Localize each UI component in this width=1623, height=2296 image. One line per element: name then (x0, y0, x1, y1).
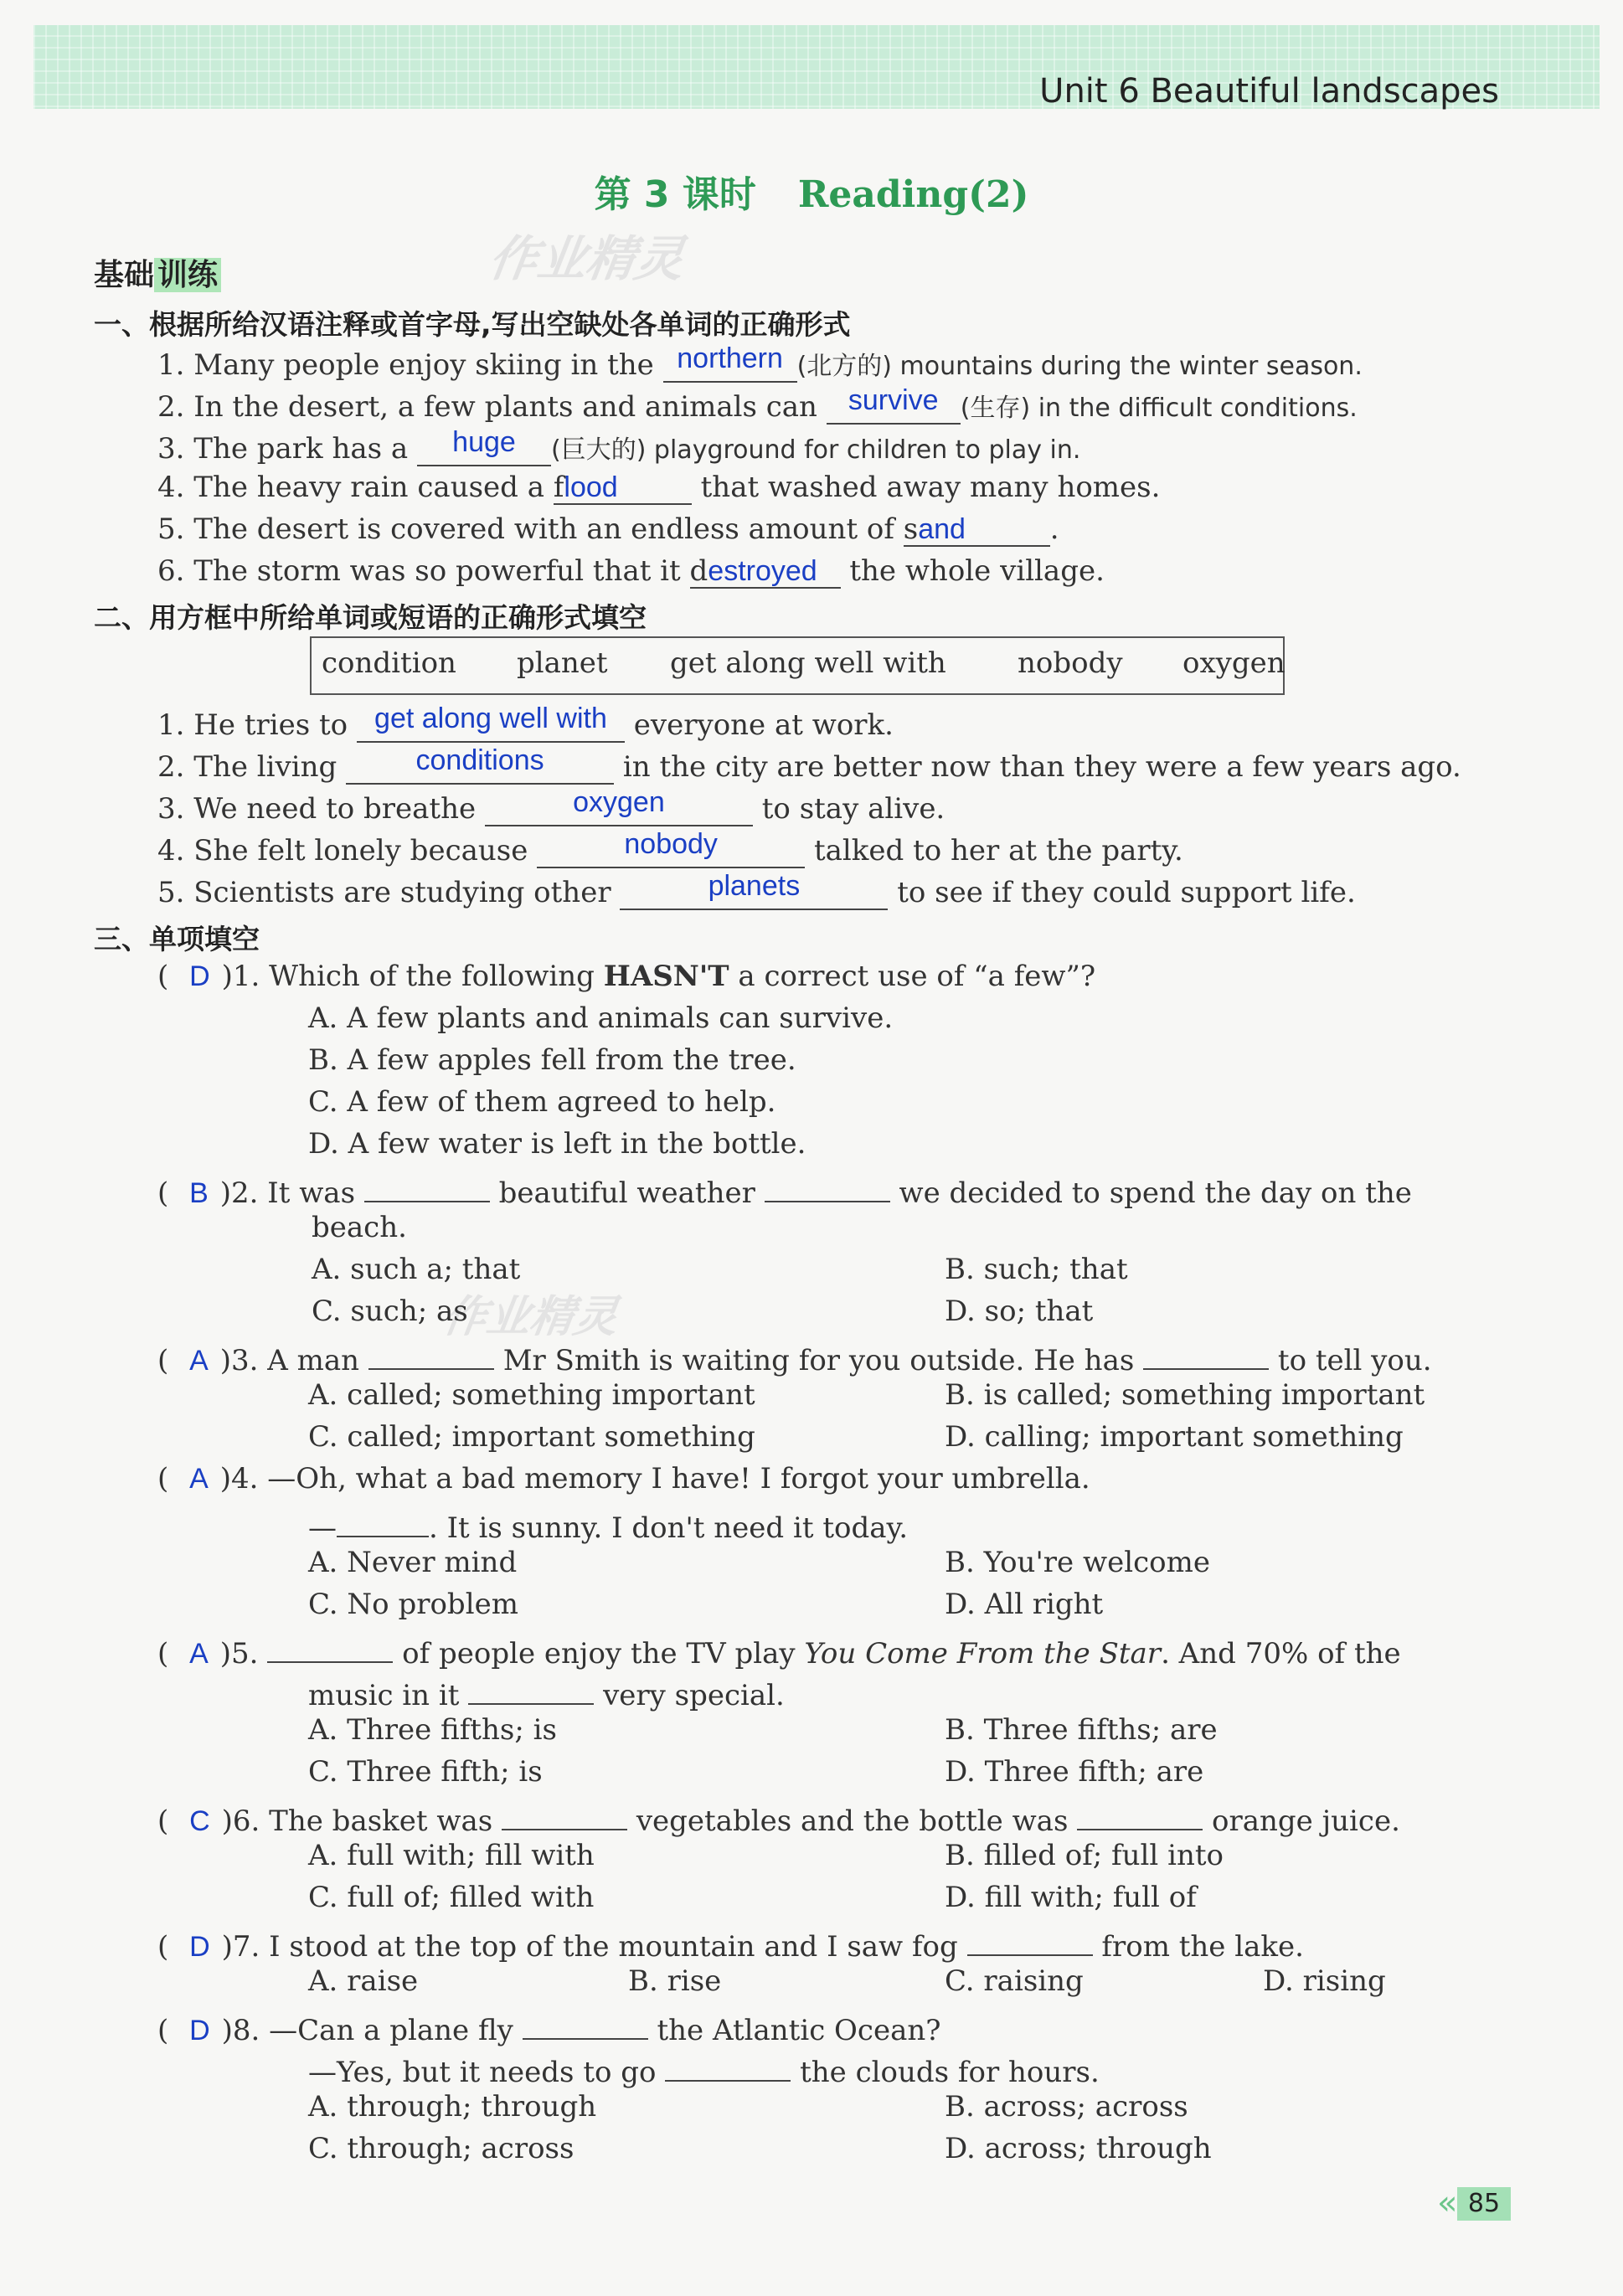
lesson-title (0, 164, 1623, 218)
s2-item-1 (157, 703, 894, 743)
answer-blank (620, 870, 888, 910)
answer-blank (554, 471, 692, 505)
mc-question-5: ( A )5. of people enjoy the TV play You Come From the Star. And 70% of the (157, 1629, 1401, 1671)
mc-question-2: ( B )2. It was beautiful weather we decided to spend the day on the (157, 1169, 1412, 1210)
option: D. so; that (945, 1295, 1094, 1328)
item-text: (巨大的) playground for children to play in. (550, 435, 1081, 465)
basics-label (94, 251, 221, 294)
question-number: )1. (221, 960, 260, 993)
question-text: to tell you. (1277, 1344, 1432, 1377)
answer-blank (523, 2006, 648, 2040)
item-text: We need to breathe (193, 792, 477, 826)
watermark: 作业精灵 (440, 1292, 621, 1342)
item-number: 1. (157, 708, 185, 742)
item-number: 1. (157, 348, 185, 382)
question-number: )7. (221, 1930, 260, 1964)
option: B. across; across (945, 2090, 1188, 2124)
option: A. raise (308, 1964, 419, 1998)
answer-blank (468, 1671, 594, 1705)
s1-item-2 (157, 384, 1358, 425)
question-number: )4. (219, 1462, 259, 1495)
mc-question-6: ( C )6. The basket was vegetables and the bottle was orange juice. (157, 1797, 1400, 1838)
option: B. Three fifths; are (945, 1713, 1218, 1747)
question-text: we decided to spend the day on the (899, 1176, 1412, 1210)
lesson-title-en: Reading(2) (797, 173, 1029, 216)
watermark: 作业精灵 (485, 230, 688, 287)
s1-item-4 (157, 471, 1160, 505)
mc-answer: D (189, 960, 210, 992)
answer-blank (346, 744, 614, 785)
option: B. such; that (945, 1253, 1128, 1286)
answer-blank (417, 426, 551, 466)
unit-title: Unit 6 Beautiful landscapes (1039, 72, 1499, 111)
item-text: (生存) in the difficult conditions. (960, 394, 1358, 423)
item-text: (北方的) mountains during the winter season. (796, 352, 1363, 381)
item-text: She felt lonely because (193, 834, 528, 867)
option: B. A few apples fell from the tree. (308, 1043, 796, 1077)
question-text: I stood at the top of the mountain and I saw fog (269, 1930, 958, 1964)
item-number: 3. (157, 432, 185, 466)
answer-blank (364, 1169, 490, 1202)
basics-label-part2: 训练 (154, 258, 221, 292)
mc-question-8: ( D )8. —Can a plane fly the Atlantic Ocean? (157, 2006, 940, 2047)
initial-letter: s (903, 512, 919, 546)
answer-blank (267, 1629, 393, 1663)
answer: planets (708, 870, 801, 902)
option: A. full with; fill with (308, 1839, 595, 1872)
question-text: a correct use of “a few”? (738, 960, 1096, 993)
answer-blank (357, 703, 625, 743)
mc-answer: C (189, 1805, 210, 1837)
s2-item-5 (157, 870, 1356, 910)
question-text-italic: You Come From the Star (804, 1637, 1162, 1671)
option: C. A few of them agreed to help. (308, 1085, 776, 1119)
answer-blank (485, 786, 753, 826)
option: B. filled of; full into (945, 1839, 1224, 1872)
question-text: —Can a plane fly (269, 2014, 513, 2047)
section2-heading: 二、用方框中所给单词或短语的正确形式填空 (94, 601, 647, 634)
question-number: )2. (219, 1176, 259, 1210)
question-number: )5. (219, 1637, 259, 1671)
item-text: in the city are better now than they were a few years ago. (622, 750, 1461, 784)
question-text: from the lake. (1101, 1930, 1304, 1964)
option: C. such; as (312, 1295, 468, 1328)
item-number: 5. (157, 512, 185, 546)
s1-item-5 (157, 512, 1059, 547)
option: A. called; something important (308, 1378, 755, 1412)
word-box (310, 636, 1285, 695)
answer: nobody (624, 828, 718, 860)
answer: huge (452, 426, 516, 458)
item-text: He tries to (193, 708, 348, 742)
mc-answer: A (189, 1463, 209, 1495)
answer: get along well with (374, 703, 607, 734)
answer: lood (564, 471, 618, 503)
answer-blank (665, 2048, 791, 2082)
s2-item-4 (157, 828, 1183, 868)
option: D. rising (1263, 1964, 1386, 1998)
s1-item-1 (157, 342, 1363, 383)
answer: estroyed (708, 555, 817, 587)
option: A. A few plants and animals can survive. (308, 1001, 894, 1035)
item-text: talked to her at the party. (813, 834, 1183, 867)
option: D. calling; important something (945, 1420, 1404, 1454)
item-number: 4. (157, 471, 185, 504)
item-number: 2. (157, 750, 185, 784)
item-text: the whole village. (849, 554, 1105, 588)
option: C. No problem (308, 1588, 518, 1621)
basics-label-part1: 基础 (94, 258, 155, 292)
answer-blank (765, 1169, 890, 1202)
answer-blank (337, 1504, 429, 1537)
question-text: A man (267, 1344, 360, 1377)
initial-letter: d (689, 554, 708, 588)
initial-letter: f (553, 471, 564, 504)
option: C. through; across (308, 2132, 574, 2165)
question-text: . It is sunny. I don't need it today. (429, 1511, 909, 1545)
option: D. A few water is left in the bottle. (308, 1127, 806, 1161)
option: B. rise (628, 1964, 722, 1998)
question-text: vegetables and the bottle was (636, 1804, 1069, 1838)
question-number: )3. (219, 1344, 259, 1377)
option: C. full of; filled with (308, 1881, 595, 1914)
question-text: the Atlantic Ocean? (657, 2014, 941, 2047)
s1-item-6 (157, 554, 1105, 589)
mc-question-7: ( D )7. I stood at the top of the mountain and I saw fog from the lake. (157, 1923, 1304, 1964)
question-text: of people enjoy the TV play (402, 1637, 796, 1671)
item-text: everyone at work. (633, 708, 894, 742)
question-text: Which of the following (269, 960, 595, 993)
question-text-line2 (308, 1504, 908, 1545)
answer-blank (537, 828, 805, 868)
answer-blank (502, 1797, 627, 1830)
answer-blank (904, 513, 1050, 547)
option: D. Three fifth; are (945, 1755, 1204, 1789)
question-number: )6. (221, 1804, 260, 1838)
question-text: beach. (312, 1211, 407, 1244)
item-text: Many people enjoy skiing in the (193, 348, 654, 382)
word-box-item: nobody (1018, 646, 1123, 680)
answer: survive (848, 384, 939, 416)
answer: oxygen (573, 786, 665, 818)
question-text: —Yes, but it needs to go (308, 2056, 657, 2089)
option: D. across; through (945, 2132, 1212, 2165)
option: C. Three fifth; is (308, 1755, 543, 1789)
word-box-item: planet (517, 646, 608, 680)
option: D. fill with; full of (945, 1881, 1197, 1914)
item-text: that washed away many homes. (700, 471, 1161, 504)
word-box-item: oxygen (1182, 646, 1286, 680)
item-number: 2. (157, 390, 185, 424)
answer-blank (1077, 1797, 1203, 1830)
item-text: . (1049, 512, 1059, 546)
option: B. is called; something important (945, 1378, 1425, 1412)
mc-answer: B (189, 1177, 209, 1209)
item-number: 6. (157, 554, 185, 588)
option: A. such a; that (312, 1253, 521, 1286)
item-text: In the desert, a few plants and animals can (193, 390, 817, 424)
question-text: the clouds for hours. (800, 2056, 1100, 2089)
question-text: —Oh, what a bad memory I have! I forgot your umbrella. (267, 1462, 1090, 1495)
question-text: — (308, 1511, 337, 1545)
answer-blank (827, 384, 961, 425)
answer: northern (677, 342, 783, 374)
section1-heading: 一、根据所给汉语注释或首字母,写出空缺处各单词的正确形式 (94, 308, 851, 341)
mc-question-4: ( A )4. —Oh, what a bad memory I have! I forgot your umbrella. (157, 1462, 1090, 1495)
question-text: very special. (603, 1679, 785, 1712)
word-box-item: get along well with (670, 646, 946, 680)
question-text-line2 (308, 1671, 785, 1712)
question-text: orange juice. (1212, 1804, 1400, 1838)
question-text: The basket was (269, 1804, 493, 1838)
word-box-item: condition (322, 646, 456, 680)
s2-item-3 (157, 786, 945, 826)
item-text: The living (193, 750, 337, 784)
question-text-line2 (308, 2048, 1100, 2089)
section3-heading: 三、单项填空 (94, 923, 260, 955)
page-number: 85 (1457, 2187, 1511, 2221)
question-text: music in it (308, 1679, 460, 1712)
option: C. raising (945, 1964, 1084, 1998)
answer: and (918, 513, 966, 545)
mc-answer: A (189, 1638, 209, 1670)
mc-question-3: ( A )3. A man Mr Smith is waiting for you outside. He has to tell you. (157, 1336, 1432, 1377)
question-number: )8. (221, 2014, 260, 2047)
answer: conditions (415, 744, 544, 776)
item-text: to stay alive. (761, 792, 945, 826)
question-text: . And 70% of the (1161, 1637, 1401, 1671)
answer-blank (663, 342, 797, 383)
option: B. You're welcome (945, 1546, 1210, 1579)
option: C. called; important something (308, 1420, 755, 1454)
answer-blank (690, 555, 841, 589)
item-text: Scientists are studying other (193, 876, 611, 909)
item-text: The storm was so powerful that it (193, 554, 681, 588)
item-number: 3. (157, 792, 185, 826)
answer-blank (368, 1336, 494, 1370)
item-text: The desert is covered with an endless amount of (193, 512, 894, 546)
chevron-left-icon: « (1437, 2184, 1458, 2222)
option: A. Never mind (308, 1546, 518, 1579)
mc-question-1: ( D )1. Which of the following HASN'T a correct use of “a few”? (157, 960, 1096, 993)
item-text: to see if they could support life. (897, 876, 1356, 909)
item-text: The heavy rain caused a (193, 471, 545, 504)
s2-item-2 (157, 744, 1461, 785)
question-text-bold: HASN'T (603, 960, 729, 993)
question-text: beautiful weather (498, 1176, 755, 1210)
mc-answer: D (189, 2015, 210, 2046)
option: D. All right (945, 1588, 1104, 1621)
lesson-title-cn: 第 3 课时 (594, 173, 756, 216)
question-text: It was (267, 1176, 356, 1210)
mc-answer: D (189, 1931, 210, 1963)
option: A. through; through (308, 2090, 597, 2124)
mc-answer: A (189, 1345, 209, 1377)
question-text: Mr Smith is waiting for you outside. He has (502, 1344, 1135, 1377)
answer-blank (1143, 1336, 1269, 1370)
item-number: 4. (157, 834, 185, 867)
item-number: 5. (157, 876, 185, 909)
answer-blank (967, 1923, 1093, 1956)
s1-item-3 (157, 426, 1081, 466)
option: A. Three fifths; is (308, 1713, 557, 1747)
item-text: The park has a (193, 432, 409, 466)
